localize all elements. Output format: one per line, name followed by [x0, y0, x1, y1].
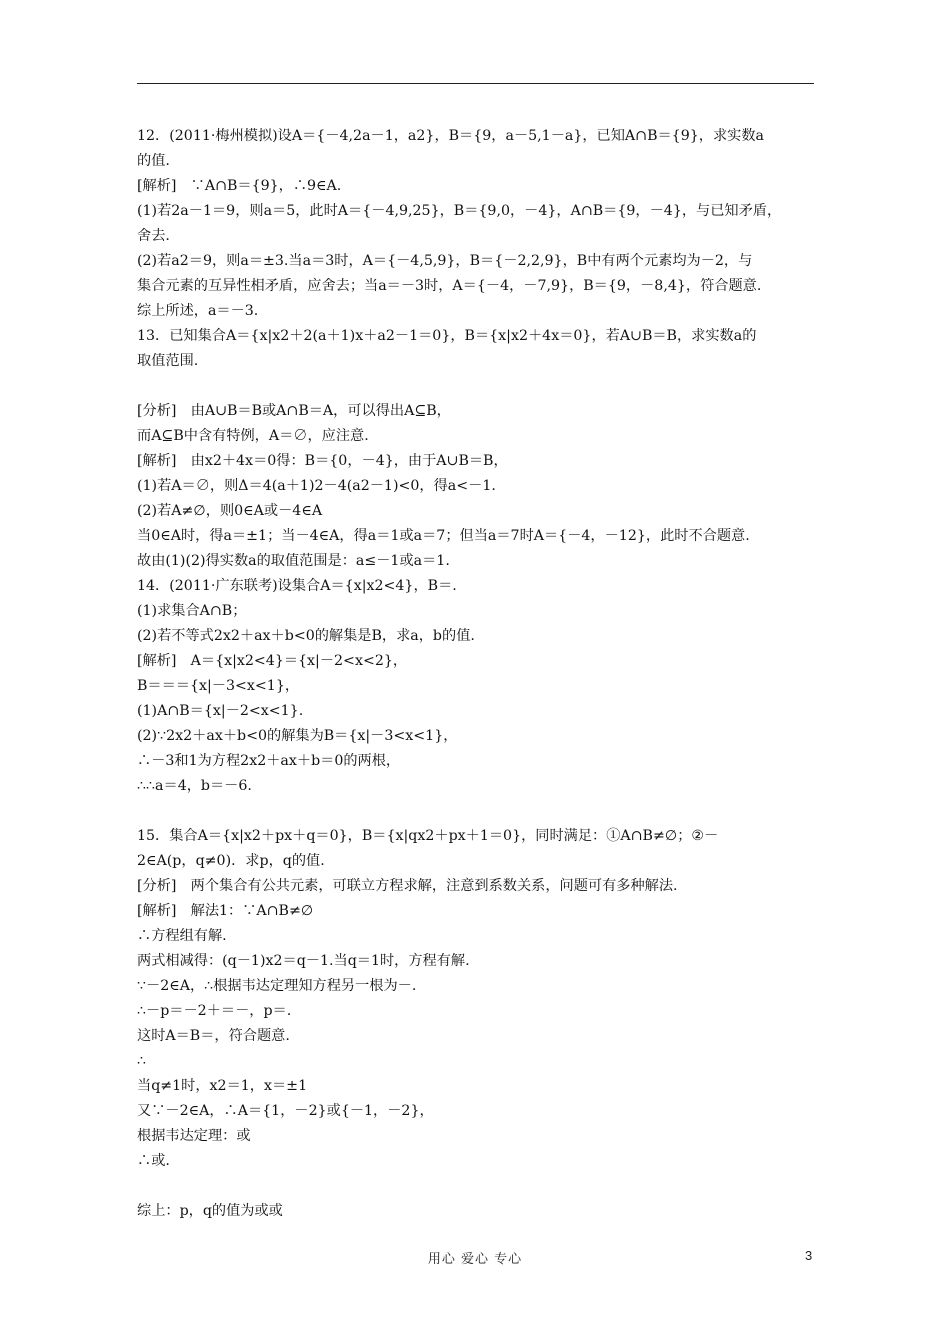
text-line: ∴－3和1为方程2x2＋ax＋b＝0的两根，: [137, 753, 401, 769]
text-line: 综上：p，q的值为或或: [137, 1203, 283, 1219]
text-line: 两式相减得：(q－1)x2＝q－1.当q＝1时，方程有解.: [137, 953, 470, 969]
text-line: [解析] A＝{x|x2<4}＝{x|－2<x<2}，: [137, 653, 408, 669]
text-line: 14．(2011·广东联考)设集合A＝{x|x2<4}，B＝.: [137, 578, 457, 594]
text-line: ∴方程组有解.: [137, 928, 227, 944]
text-line: (2)若A≠∅，则0∈A或－4∈A: [137, 503, 323, 519]
text-line: [分析] 由A∪B＝B或A∩B＝A，可以得出A⊆B，: [137, 403, 451, 419]
text-line: 当q≠1时，x2＝1，x＝±1: [137, 1078, 308, 1094]
text-line: 当0∈A时，得a＝±1；当－4∈A，得a＝1或a＝7；但当a＝7时A＝{－4，－12}，此时不合题意.: [137, 528, 750, 544]
text-line: [解析] 由x2＋4x＝0得：B＝{0，－4}，由于A∪B＝B，: [137, 453, 508, 469]
text-line: ∴或.: [137, 1153, 170, 1169]
page-number: 3: [805, 1248, 813, 1263]
header-rule: [137, 83, 814, 84]
text-line: 2∈A(p，q≠0)．求p，q的值.: [137, 853, 325, 869]
text-line: [分析] 两个集合有公共元素，可联立方程求解，注意到系数关系，问题可有多种解法.: [137, 878, 678, 894]
text-line: B＝＝＝{x|－3<x<1}，: [137, 678, 300, 694]
text-line: (1)若2a－1＝9，则a＝5，此时A＝{－4,9,25}，B＝{9,0，－4}，A∩B＝{9，－4}，与已知矛盾，: [137, 203, 782, 219]
text-line: (2)若a2＝9，则a＝±3.当a＝3时，A＝{－4,5,9}，B＝{－2,2,9}，B中有两个元素均为－2，与: [137, 253, 753, 269]
text-line: 这时A＝B＝，符合题意.: [137, 1028, 290, 1044]
text-line: 舍去.: [137, 228, 170, 244]
blank-line: [137, 799, 827, 824]
footer-text: 用心 爱心 专心: [427, 1252, 523, 1267]
text-line: 15．集合A＝{x|x2＋px＋q＝0}，B＝{x|qx2＋px＋1＝0}，同时满足：①A∩B≠∅；②－: [137, 828, 719, 844]
text-line: ∴－p＝－2＋＝－，p＝.: [137, 1003, 292, 1019]
text-line: 又∵－2∈A，∴A＝{1，－2}或{－1，－2}，: [137, 1103, 434, 1119]
text-line: 集合元素的互异性相矛盾，应舍去；当a＝－3时，A＝{－4，－7,9}，B＝{9，－8,4}，符合题意.: [137, 278, 762, 294]
text-line: ∴: [137, 1053, 147, 1069]
text-line: [解析] 解法1：∵A∩B≠∅: [137, 903, 314, 919]
blank-line: [137, 1174, 827, 1199]
text-line: [解析] ∵A∩B＝{9}，∴9∈A.: [137, 178, 342, 194]
text-line: (1)求集合A∩B；: [137, 603, 247, 619]
text-line: 根据韦达定理：或: [137, 1128, 251, 1144]
text-line: (1)A∩B＝{x|－2<x<1}.: [137, 703, 304, 719]
text-line: ∴∴a＝4，b＝－6.: [137, 778, 252, 794]
text-line: 12．(2011·梅州模拟)设A＝{－4,2a－1，a2}，B＝{9，a－5,1－a}，已知A∩B＝{9}，求实数a: [137, 128, 764, 144]
document-body: [137, 124, 827, 1224]
blank-line: [137, 374, 827, 399]
text-line: (2)∵2x2＋ax＋b<0的解集为B＝{x|－3<x<1}，: [137, 728, 458, 744]
text-line: 的值.: [137, 153, 170, 169]
text-line: (1)若A＝∅，则Δ＝4(a＋1)2－4(a2－1)<0，得a<－1.: [137, 478, 496, 494]
text-line: 13．已知集合A＝{x|x2＋2(a＋1)x＋a2－1＝0}，B＝{x|x2＋4x＝0}，若A∪B＝B，求实数a的: [137, 328, 757, 344]
text-line: 故由(1)(2)得实数a的取值范围是：a≤－1或a＝1.: [137, 553, 450, 569]
text-line: (2)若不等式2x2＋ax＋b<0的解集是B，求a，b的值.: [137, 628, 475, 644]
text-line: 而A⊆B中含有特例，A＝∅，应注意.: [137, 428, 369, 444]
text-line: 综上所述，a＝－3.: [137, 303, 259, 319]
text-line: ∵－2∈A，∴根据韦达定理知方程另一根为－.: [137, 978, 417, 994]
text-line: 取值范围.: [137, 353, 199, 369]
